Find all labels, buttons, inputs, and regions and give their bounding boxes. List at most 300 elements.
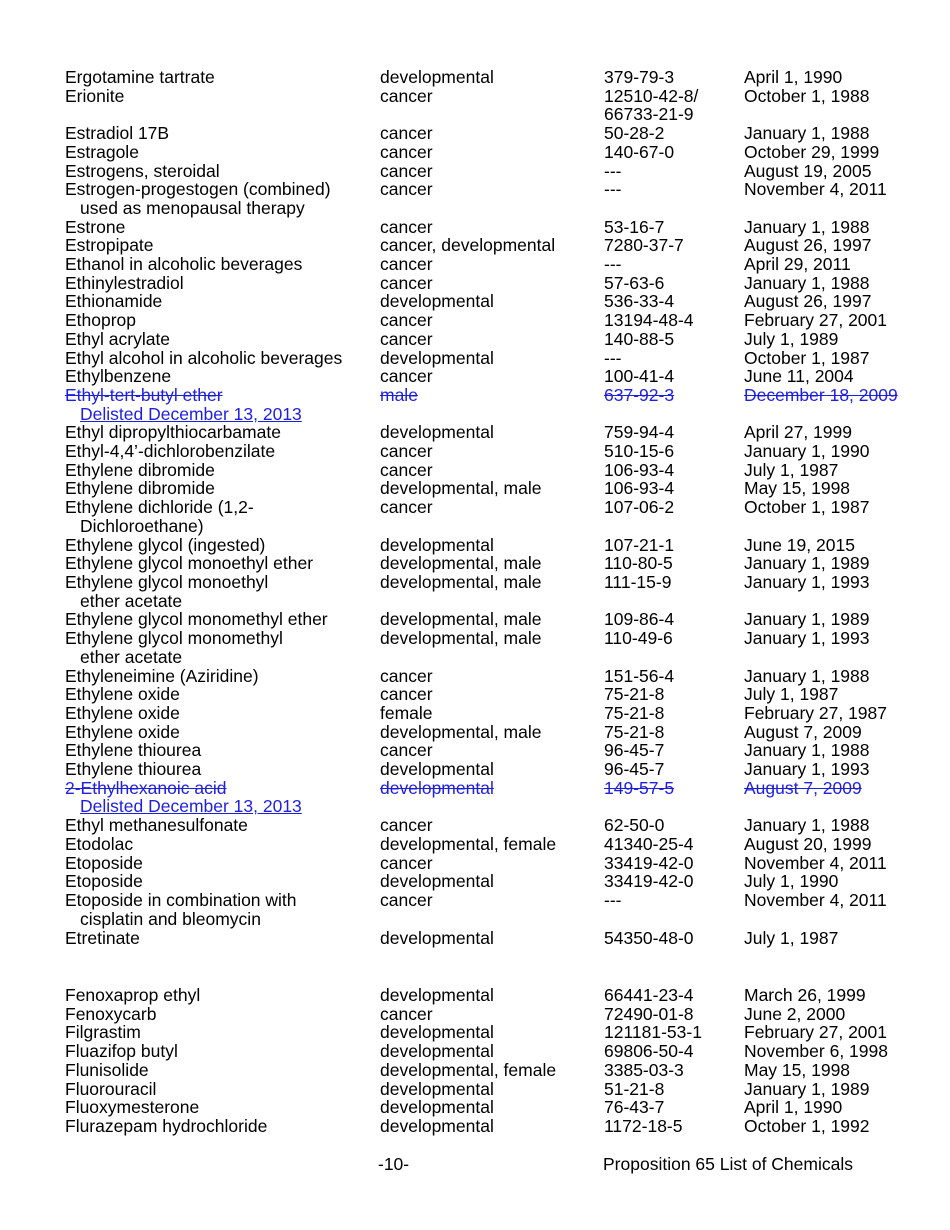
chemical-cell bbox=[65, 667, 380, 686]
toxicity-type-cell bbox=[380, 87, 604, 124]
toxicity-type: cancer bbox=[380, 665, 433, 686]
chemical-cell bbox=[65, 1080, 380, 1099]
toxicity-type-cell bbox=[380, 779, 604, 816]
chemical-name: Etoposide in combination with bbox=[65, 889, 297, 910]
chemical-cell bbox=[65, 236, 380, 255]
table-row bbox=[65, 349, 935, 368]
cas-number-cell bbox=[604, 554, 744, 573]
chemical-cell bbox=[65, 292, 380, 311]
toxicity-type: developmental, male bbox=[380, 553, 542, 574]
chemical-name: Ethylene glycol monoethyl ether bbox=[65, 553, 314, 574]
chemical-cell bbox=[65, 629, 380, 666]
chemical-name: Ethinylestradiol bbox=[65, 272, 184, 293]
cas-number: 96-45-7 bbox=[604, 740, 665, 761]
cas-number: 149-57-5 bbox=[604, 777, 675, 798]
date-listed-cell bbox=[744, 891, 934, 928]
chemical-name-continued: used as menopausal therapy bbox=[80, 197, 305, 218]
chemical-name-continued: ether acetate bbox=[80, 646, 183, 667]
cas-number: 41340-25-4 bbox=[604, 833, 694, 854]
cas-number: 140-88-5 bbox=[604, 328, 675, 349]
cas-number-cell bbox=[604, 180, 744, 217]
date-listed: June 11, 2004 bbox=[744, 366, 854, 387]
table-row bbox=[65, 143, 935, 162]
table-row bbox=[65, 68, 935, 87]
cas-number-cell bbox=[604, 498, 744, 535]
date-listed: December 18, 2009 bbox=[744, 384, 898, 405]
chemical-name: Etoposide bbox=[65, 871, 143, 892]
table-row bbox=[65, 667, 935, 686]
toxicity-type: cancer, developmental bbox=[380, 235, 556, 256]
date-listed: January 1, 1989 bbox=[744, 1078, 870, 1099]
chemical-cell bbox=[65, 872, 380, 891]
cas-number-cell bbox=[604, 311, 744, 330]
cas-number-cell bbox=[604, 929, 744, 948]
date-listed-cell bbox=[744, 667, 934, 686]
chemical-name: Ethylene oxide bbox=[65, 721, 180, 742]
chemical-name: Fluorouracil bbox=[65, 1078, 157, 1099]
date-listed-cell bbox=[744, 218, 934, 237]
cas-number: 100-41-4 bbox=[604, 366, 675, 387]
cas-number: --- bbox=[604, 179, 622, 200]
section-f-chemicals bbox=[65, 986, 935, 1136]
toxicity-type-cell bbox=[380, 461, 604, 480]
toxicity-type-cell bbox=[380, 292, 604, 311]
cas-number-cell bbox=[604, 986, 744, 1005]
chemical-cell bbox=[65, 891, 380, 928]
toxicity-type-cell bbox=[380, 1098, 604, 1117]
toxicity-type-cell bbox=[380, 162, 604, 181]
chemical-name: Flunisolide bbox=[65, 1059, 149, 1080]
chemical-cell bbox=[65, 1117, 380, 1136]
cas-number-cell bbox=[604, 741, 744, 760]
toxicity-type: developmental, male bbox=[380, 721, 542, 742]
chemical-name: 2-Ethylhexanoic acid bbox=[65, 777, 227, 798]
cas-number: 510-15-6 bbox=[604, 441, 675, 462]
date-listed-cell bbox=[744, 255, 934, 274]
toxicity-type: developmental, female bbox=[380, 833, 557, 854]
date-listed: June 19, 2015 bbox=[744, 534, 855, 555]
date-listed: October 1, 1987 bbox=[744, 347, 870, 368]
cas-number-cell bbox=[604, 292, 744, 311]
cas-number-cell bbox=[604, 1042, 744, 1061]
table-row bbox=[65, 218, 935, 237]
chemical-cell bbox=[65, 536, 380, 555]
cas-number: 33419-42-0 bbox=[604, 871, 694, 892]
chemical-cell bbox=[65, 461, 380, 480]
table-row bbox=[65, 891, 935, 928]
date-listed-cell bbox=[744, 274, 934, 293]
cas-number: 140-67-0 bbox=[604, 141, 675, 162]
date-listed-cell bbox=[744, 162, 934, 181]
toxicity-type-cell bbox=[380, 554, 604, 573]
cas-number: 106-93-4 bbox=[604, 459, 675, 480]
date-listed-cell bbox=[744, 1080, 934, 1099]
cas-number-cell bbox=[604, 124, 744, 143]
cas-number: 54350-48-0 bbox=[604, 928, 694, 949]
table-row bbox=[65, 498, 935, 535]
cas-number: 111-15-9 bbox=[604, 571, 672, 592]
chemical-name: Ethylbenzene bbox=[65, 366, 172, 387]
cas-number-cell bbox=[604, 479, 744, 498]
chemical-cell bbox=[65, 1042, 380, 1061]
table-row bbox=[65, 835, 935, 854]
date-listed-cell bbox=[744, 573, 934, 610]
chemical-name: Estragole bbox=[65, 141, 139, 162]
date-listed: January 1, 1993 bbox=[744, 759, 870, 780]
chemical-name: Ethyleneimine (Aziridine) bbox=[65, 665, 259, 686]
toxicity-type-cell bbox=[380, 274, 604, 293]
toxicity-type-cell bbox=[380, 629, 604, 666]
toxicity-type: cancer bbox=[380, 141, 433, 162]
cas-number-cell bbox=[604, 760, 744, 779]
cas-number: 759-94-4 bbox=[604, 422, 675, 443]
toxicity-type-cell bbox=[380, 704, 604, 723]
cas-number-cell bbox=[604, 835, 744, 854]
chemical-name: Ethylene dichloride (1,2- bbox=[65, 497, 254, 518]
toxicity-type: cancer bbox=[380, 852, 433, 873]
date-listed-cell bbox=[744, 872, 934, 891]
toxicity-type-cell bbox=[380, 760, 604, 779]
cas-number-cell bbox=[604, 536, 744, 555]
table-row bbox=[65, 1061, 935, 1080]
list-title: Proposition 65 List of Chemicals bbox=[603, 1154, 853, 1174]
page-number: -10- bbox=[378, 1154, 410, 1174]
chemical-name: Ethylene oxide bbox=[65, 684, 180, 705]
date-listed-cell bbox=[744, 236, 934, 255]
toxicity-type-cell bbox=[380, 68, 604, 87]
cas-number: 109-86-4 bbox=[604, 609, 675, 630]
toxicity-type-cell bbox=[380, 236, 604, 255]
date-listed-cell bbox=[744, 498, 934, 535]
chemical-cell bbox=[65, 255, 380, 274]
chemical-cell bbox=[65, 143, 380, 162]
chemical-name: Fluoxymesterone bbox=[65, 1097, 200, 1118]
date-listed: January 1, 1988 bbox=[744, 272, 870, 293]
date-listed: January 1, 1990 bbox=[744, 441, 870, 462]
date-listed: February 27, 2001 bbox=[744, 1022, 888, 1043]
chemical-cell bbox=[65, 1023, 380, 1042]
table-row bbox=[65, 311, 935, 330]
chemical-cell bbox=[65, 162, 380, 181]
table-row bbox=[65, 87, 935, 124]
date-listed: January 1, 1988 bbox=[744, 123, 870, 144]
cas-number: 57-63-6 bbox=[604, 272, 665, 293]
toxicity-type-cell bbox=[380, 1023, 604, 1042]
table-row bbox=[65, 554, 935, 573]
chemical-cell bbox=[65, 423, 380, 442]
chemical-name: Estrogens, steroidal bbox=[65, 160, 220, 181]
chemical-name: Ethyl-4,4’-dichlorobenzilate bbox=[65, 441, 276, 462]
chemical-cell bbox=[65, 573, 380, 610]
date-listed: February 27, 1987 bbox=[744, 702, 888, 723]
toxicity-type-cell bbox=[380, 311, 604, 330]
toxicity-type-cell bbox=[380, 610, 604, 629]
table-row bbox=[65, 479, 935, 498]
toxicity-type: cancer bbox=[380, 272, 433, 293]
cas-number-cell bbox=[604, 685, 744, 704]
cas-number: 62-50-0 bbox=[604, 815, 665, 836]
toxicity-type-cell bbox=[380, 835, 604, 854]
chemical-name: Fenoxaprop ethyl bbox=[65, 985, 201, 1006]
chemical-name-continued: Dichloroethane) bbox=[80, 515, 204, 536]
toxicity-type-cell bbox=[380, 423, 604, 442]
toxicity-type: developmental bbox=[380, 534, 494, 555]
date-listed-cell bbox=[744, 124, 934, 143]
delisted-note bbox=[65, 405, 380, 424]
chemical-cell bbox=[65, 87, 380, 124]
chemical-cell bbox=[65, 760, 380, 779]
toxicity-type-cell bbox=[380, 349, 604, 368]
toxicity-type: cancer bbox=[380, 459, 433, 480]
date-listed: October 29, 1999 bbox=[744, 141, 880, 162]
date-listed-cell bbox=[744, 479, 934, 498]
toxicity-type: cancer bbox=[380, 123, 433, 144]
date-listed-cell bbox=[744, 349, 934, 368]
toxicity-type-cell bbox=[380, 498, 604, 535]
date-listed: July 1, 1987 bbox=[744, 684, 839, 705]
date-listed-cell bbox=[744, 723, 934, 742]
date-listed-cell bbox=[744, 87, 934, 124]
chemical-name: Ethylene glycol monoethyl bbox=[65, 571, 269, 592]
date-listed-cell bbox=[744, 554, 934, 573]
date-listed-cell bbox=[744, 143, 934, 162]
table-row bbox=[65, 704, 935, 723]
toxicity-type-cell bbox=[380, 741, 604, 760]
date-listed: October 1, 1992 bbox=[744, 1115, 870, 1136]
cas-number: 12510-42-8/ bbox=[604, 85, 699, 106]
toxicity-type: cancer bbox=[380, 889, 433, 910]
chemical-name: Estrogen-progestogen (combined) bbox=[65, 179, 331, 200]
toxicity-type: developmental bbox=[380, 1115, 494, 1136]
cas-number-cell bbox=[604, 87, 744, 124]
chemical-cell bbox=[65, 124, 380, 143]
table-row bbox=[65, 461, 935, 480]
toxicity-type: cancer bbox=[380, 815, 433, 836]
toxicity-type: cancer bbox=[380, 179, 433, 200]
cas-number: 107-06-2 bbox=[604, 497, 675, 518]
date-listed: August 26, 1997 bbox=[744, 235, 872, 256]
chemical-name: Ethylene oxide bbox=[65, 702, 180, 723]
date-listed-cell bbox=[744, 779, 934, 816]
chemical-name: Ergotamine tartrate bbox=[65, 67, 215, 87]
date-listed: March 26, 1999 bbox=[744, 985, 866, 1006]
date-listed-cell bbox=[744, 330, 934, 349]
date-listed: February 27, 2001 bbox=[744, 310, 888, 331]
toxicity-type: cancer bbox=[380, 254, 433, 275]
date-listed-cell bbox=[744, 1005, 934, 1024]
table-row bbox=[65, 629, 935, 666]
toxicity-type-cell bbox=[380, 218, 604, 237]
date-listed-cell bbox=[744, 1061, 934, 1080]
chemical-name: Etoposide bbox=[65, 852, 143, 873]
toxicity-type: developmental, male bbox=[380, 478, 542, 499]
toxicity-type-cell bbox=[380, 386, 604, 423]
chemical-name: Etretinate bbox=[65, 928, 140, 949]
chemical-cell bbox=[65, 779, 380, 816]
table-row bbox=[65, 330, 935, 349]
date-listed-cell bbox=[744, 536, 934, 555]
chemical-cell bbox=[65, 835, 380, 854]
table-row bbox=[65, 573, 935, 610]
cas-number: 106-93-4 bbox=[604, 478, 675, 499]
cas-number-cell bbox=[604, 854, 744, 873]
table-row bbox=[65, 536, 935, 555]
toxicity-type: cancer bbox=[380, 310, 433, 331]
date-listed-cell bbox=[744, 1042, 934, 1061]
table-row bbox=[65, 760, 935, 779]
date-listed-cell bbox=[744, 423, 934, 442]
table-row bbox=[65, 423, 935, 442]
cas-number-cell bbox=[604, 255, 744, 274]
date-listed: August 7, 2009 bbox=[744, 777, 862, 798]
date-listed: August 26, 1997 bbox=[744, 291, 872, 312]
chemical-name: Ethyl dipropylthiocarbamate bbox=[65, 422, 281, 443]
cas-number: 75-21-8 bbox=[604, 684, 665, 705]
cas-number: 379-79-3 bbox=[604, 67, 675, 87]
toxicity-type-cell bbox=[380, 667, 604, 686]
date-listed-cell bbox=[744, 760, 934, 779]
chemical-name: Ethylene dibromide bbox=[65, 459, 215, 480]
date-listed-cell bbox=[744, 835, 934, 854]
date-listed: January 1, 1993 bbox=[744, 571, 870, 592]
toxicity-type: developmental, female bbox=[380, 1059, 557, 1080]
cas-number-cell bbox=[604, 330, 744, 349]
toxicity-type-cell bbox=[380, 536, 604, 555]
chemical-name: Ethyl methanesulfonate bbox=[65, 815, 248, 836]
date-listed-cell bbox=[744, 292, 934, 311]
chemical-cell bbox=[65, 180, 380, 217]
chemical-name: Ethylene glycol monomethyl ether bbox=[65, 609, 328, 630]
cas-number-cell bbox=[604, 779, 744, 816]
chemical-name: Ethyl-tert-butyl ether bbox=[65, 384, 223, 405]
chemical-cell bbox=[65, 554, 380, 573]
date-listed: August 19, 2005 bbox=[744, 160, 872, 181]
table-row bbox=[65, 1080, 935, 1099]
chemical-cell bbox=[65, 1061, 380, 1080]
chemical-name: Estrone bbox=[65, 216, 126, 237]
cas-number-cell bbox=[604, 349, 744, 368]
chemical-cell bbox=[65, 986, 380, 1005]
cas-number-cell bbox=[604, 367, 744, 386]
toxicity-type: developmental bbox=[380, 1041, 494, 1062]
date-listed-cell bbox=[744, 1023, 934, 1042]
date-listed-cell bbox=[744, 68, 934, 87]
cas-number-cell bbox=[604, 667, 744, 686]
date-listed: January 1, 1989 bbox=[744, 609, 870, 630]
table-row bbox=[65, 741, 935, 760]
table-row bbox=[65, 386, 935, 423]
table-row bbox=[65, 124, 935, 143]
date-listed-cell bbox=[744, 986, 934, 1005]
toxicity-type: developmental bbox=[380, 928, 494, 949]
toxicity-type: developmental bbox=[380, 1078, 494, 1099]
chemical-name: Ethylene glycol (ingested) bbox=[65, 534, 266, 555]
toxicity-type: developmental bbox=[380, 777, 494, 798]
date-listed-cell bbox=[744, 367, 934, 386]
chemical-cell bbox=[65, 386, 380, 423]
table-row bbox=[65, 685, 935, 704]
cas-number-cell bbox=[604, 1098, 744, 1117]
chemical-name: Fenoxycarb bbox=[65, 1003, 157, 1024]
table-row bbox=[65, 1005, 935, 1024]
chemical-cell bbox=[65, 741, 380, 760]
chemical-cell bbox=[65, 1005, 380, 1024]
chemical-name: Ethyl alcohol in alcoholic beverages bbox=[65, 347, 343, 368]
date-listed: November 4, 2011 bbox=[744, 852, 887, 873]
toxicity-type: cancer bbox=[380, 441, 433, 462]
date-listed: November 6, 1998 bbox=[744, 1041, 888, 1062]
cas-number: 76-43-7 bbox=[604, 1097, 665, 1118]
table-row bbox=[65, 929, 935, 948]
date-listed: November 4, 2011 bbox=[744, 179, 887, 200]
date-listed: July 1, 1987 bbox=[744, 928, 839, 949]
toxicity-type: developmental bbox=[380, 871, 494, 892]
cas-number: 107-21-1 bbox=[604, 534, 675, 555]
date-listed: April 1, 1990 bbox=[744, 67, 843, 87]
chemical-cell bbox=[65, 68, 380, 87]
toxicity-type: cancer bbox=[380, 160, 433, 181]
chemical-name: Ethionamide bbox=[65, 291, 163, 312]
date-listed: May 15, 1998 bbox=[744, 478, 851, 499]
table-row bbox=[65, 162, 935, 181]
cas-number: 536-33-4 bbox=[604, 291, 675, 312]
date-listed-cell bbox=[744, 442, 934, 461]
date-listed-cell bbox=[744, 610, 934, 629]
section-gap bbox=[65, 948, 935, 986]
date-listed-cell bbox=[744, 311, 934, 330]
date-listed-cell bbox=[744, 629, 934, 666]
delisted-link: Delisted December 13, 2013 bbox=[80, 403, 302, 424]
table-row bbox=[65, 442, 935, 461]
chemical-cell bbox=[65, 704, 380, 723]
toxicity-type: cancer bbox=[380, 684, 433, 705]
chemical-cell bbox=[65, 610, 380, 629]
cas-number: 66441-23-4 bbox=[604, 985, 694, 1006]
date-listed-cell bbox=[744, 741, 934, 760]
cas-number-cell bbox=[604, 723, 744, 742]
cas-number: --- bbox=[604, 889, 622, 910]
cas-number: 96-45-7 bbox=[604, 759, 665, 780]
date-listed-cell bbox=[744, 704, 934, 723]
toxicity-type: male bbox=[380, 384, 418, 405]
chemical-name: Ethanol in alcoholic beverages bbox=[65, 254, 303, 275]
chemical-name: Etodolac bbox=[65, 833, 134, 854]
cas-number: 72490-01-8 bbox=[604, 1003, 694, 1024]
chemical-name: Erionite bbox=[65, 85, 125, 106]
date-listed: November 4, 2011 bbox=[744, 889, 887, 910]
chemical-table bbox=[65, 68, 935, 1136]
table-row bbox=[65, 610, 935, 629]
cas-number-cell bbox=[604, 1023, 744, 1042]
toxicity-type: cancer bbox=[380, 328, 433, 349]
date-listed: January 1, 1988 bbox=[744, 665, 870, 686]
toxicity-type: developmental, male bbox=[380, 609, 542, 630]
cas-number: 3385-03-3 bbox=[604, 1059, 684, 1080]
toxicity-type-cell bbox=[380, 124, 604, 143]
date-listed-cell bbox=[744, 854, 934, 873]
table-row bbox=[65, 255, 935, 274]
chemical-cell bbox=[65, 349, 380, 368]
cas-number-cell bbox=[604, 573, 744, 610]
toxicity-type: cancer bbox=[380, 216, 433, 237]
table-row bbox=[65, 236, 935, 255]
toxicity-type: developmental bbox=[380, 985, 494, 1006]
chemical-name: Fluazifop butyl bbox=[65, 1041, 178, 1062]
date-listed: June 2, 2000 bbox=[744, 1003, 846, 1024]
date-listed-cell bbox=[744, 816, 934, 835]
chemical-name: Ethylene thiourea bbox=[65, 759, 202, 780]
toxicity-type-cell bbox=[380, 180, 604, 217]
